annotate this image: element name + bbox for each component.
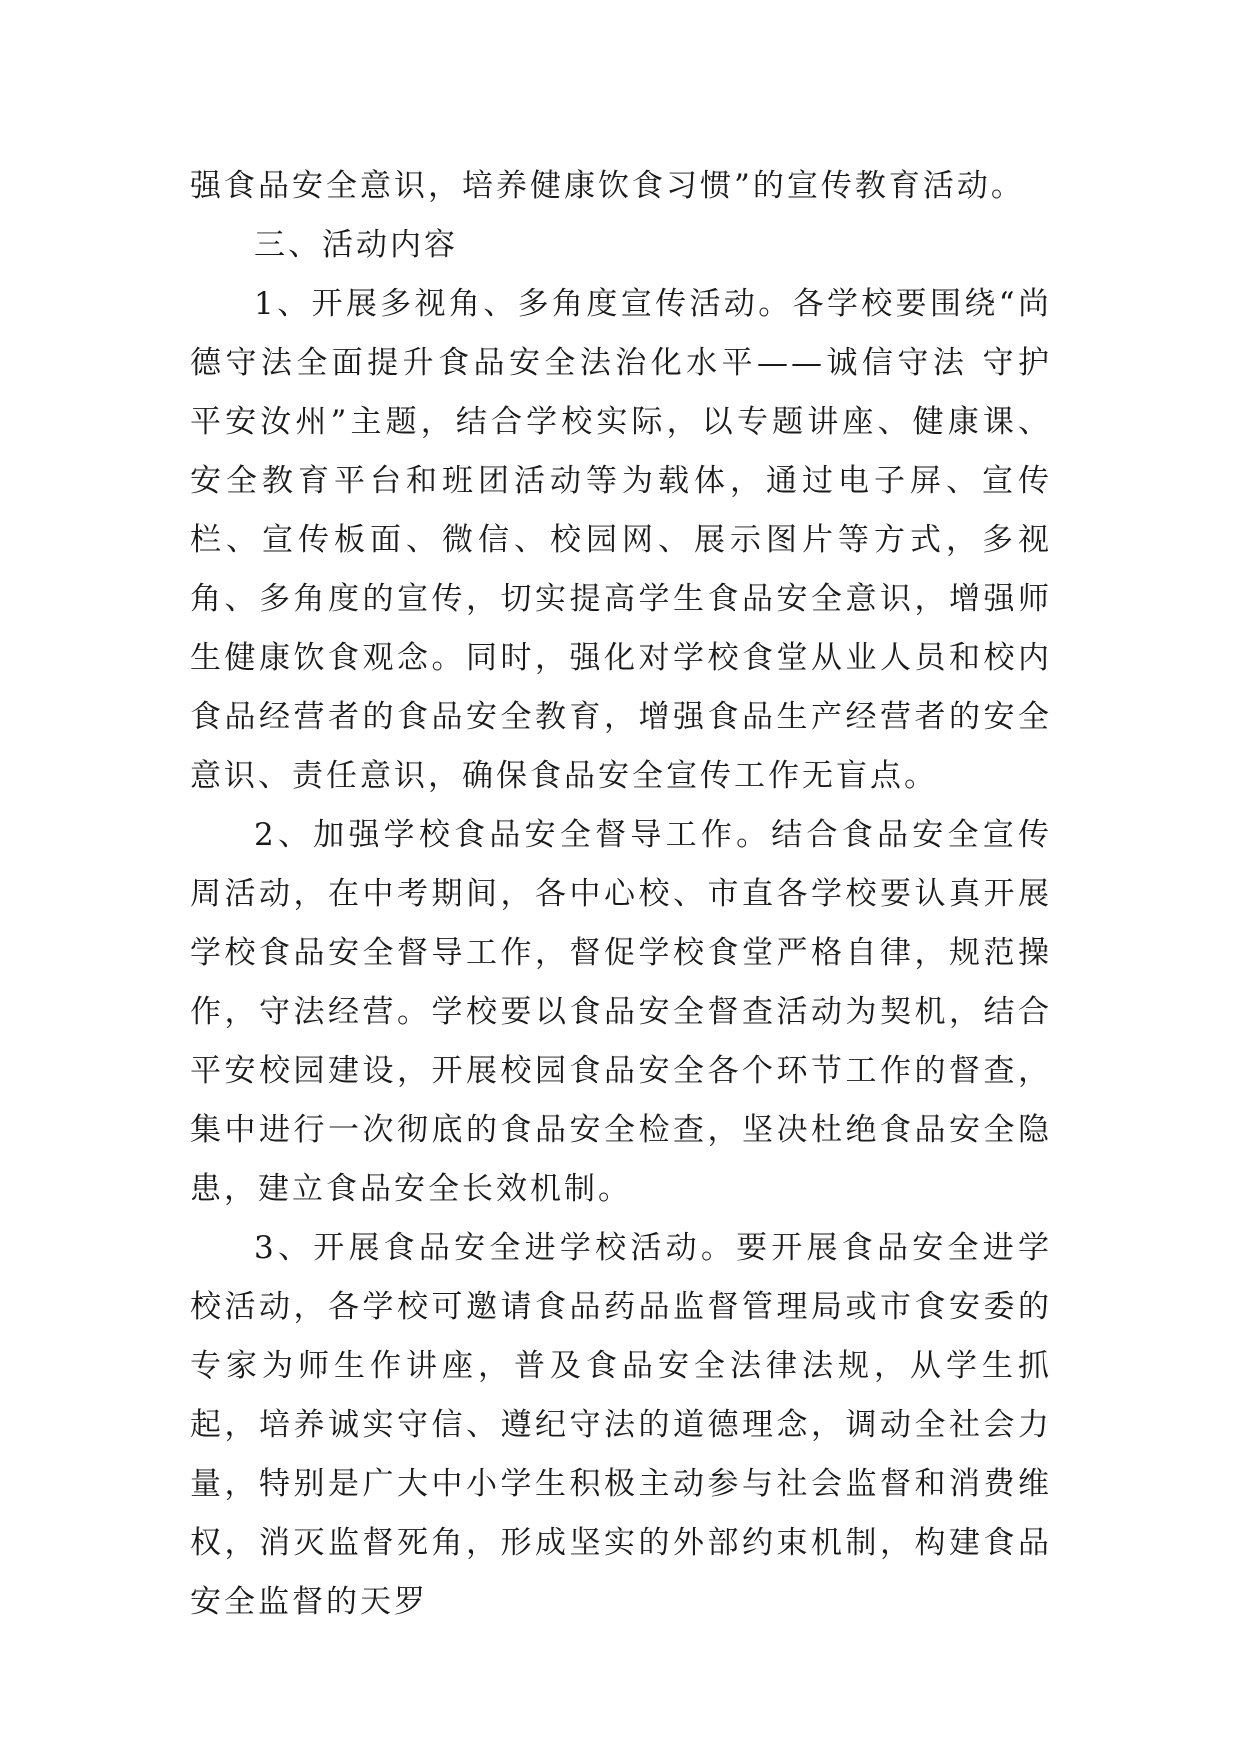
section-heading: 三、活动内容 — [254, 227, 458, 263]
paragraph-item-1: 1、开展多视角、多角度宣传活动。各学校要围绕“尚德守法全面提升食品安全法治化水平——诚信守法 守护平安汝州”主题，结合学校实际，以专题讲座、健康课、安全教育平台和班团活动等为载体，通过电子屏、宣传栏、宣传板面、微信、校园网、展示图片等方式，多视角、多角度的宣传，切实提高学生食品安全意识，增强师生健康饮食观念。同时，强化对学校食堂从业人员和校内食品经营者的食品安全教育，增强食品生产经营者的安全意识、责任意识，确保食品安全宣传工作无盲点。 — [190, 286, 1052, 794]
document-body — [190, 157, 1052, 1632]
paragraph-item-2: 2、加强学校食品安全督导工作。结合食品安全宣传周活动，在中考期间，各中心校、市直各学校要认真开展学校食品安全督导工作，督促学校食堂严格自律，规范操作，守法经营。学校要以食品安全督查活动为契机，结合平安校园建设，开展校园食品安全各个环节工作的督查，集中进行一次彻底的食品安全检查，坚决杜绝食品安全隐患，建立食品安全长效机制。 — [190, 817, 1052, 1207]
paragraph-item-3: 3、开展食品安全进学校活动。要开展食品安全进学校活动，各学校可邀请食品药品监督管理局或市食安委的专家为师生作讲座，普及食品安全法律法规，从学生抓起，培养诚实守信、遵纪守法的道德理念，调动全社会力量，特别是广大中小学生积极主动参与社会监督和消费维权，消灭监督死角，形成坚实的外部约束机制，构建食品安全监督的天罗 — [190, 1230, 1052, 1620]
paragraph-continuation: 强食品安全意识，培养健康饮食习惯”的宣传教育活动。 — [190, 168, 1025, 204]
